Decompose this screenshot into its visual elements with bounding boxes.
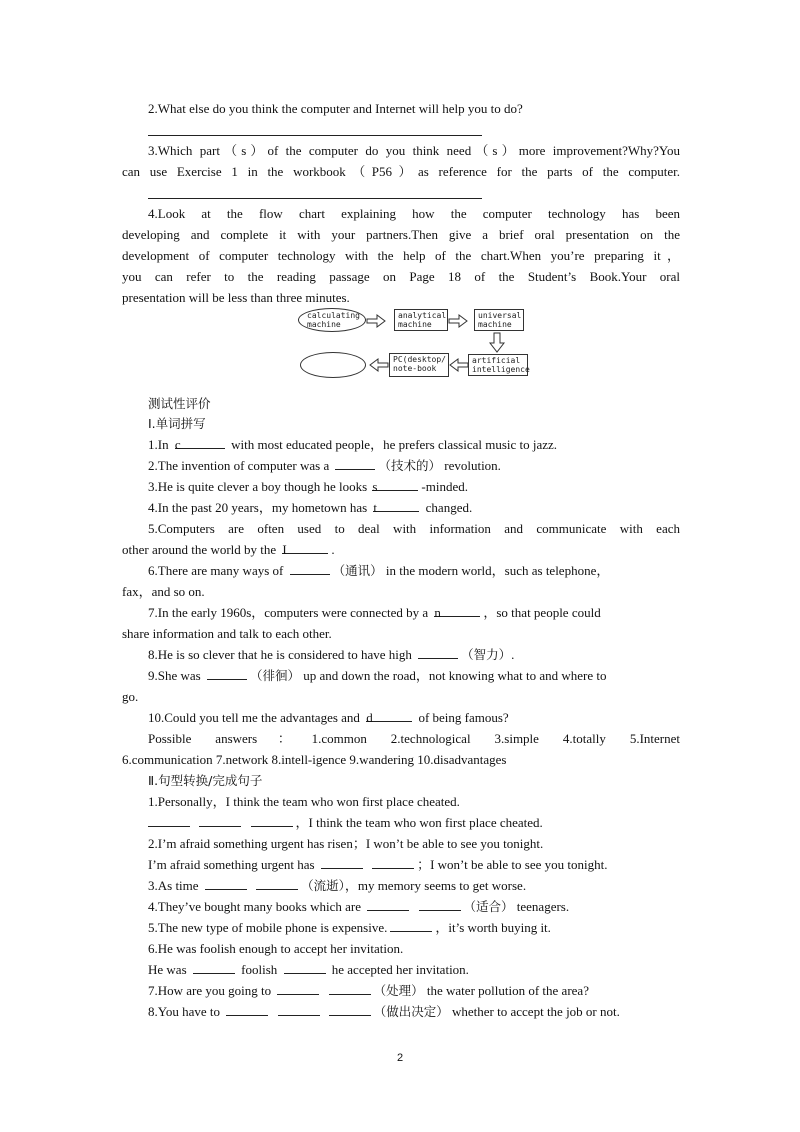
- question-4-line-1: 4.Look at the flow chart explaining how the computer technology has been: [148, 206, 680, 221]
- page-number: 2: [396, 1052, 404, 1064]
- spelling-item-6-line-2: fax，and so on.: [122, 584, 205, 599]
- sentence-3: 3.As time （流逝），my memory seems to get worse.: [148, 875, 680, 896]
- spelling-item-2: 2.The invention of computer was a （技术的） revolution.: [148, 455, 680, 476]
- answer-blank[interactable]: [277, 980, 319, 995]
- spelling-item-10: 10.Could you tell me the advantages and d of being famous?: [148, 707, 680, 728]
- part-2-title: Ⅱ.句型转换/完成句子: [148, 773, 263, 788]
- spelling-item-8: 8.He is so clever that he is considered to have high （智力）.: [148, 644, 680, 665]
- sentence-6: 6.He was foolish enough to accept her invitation.: [148, 941, 404, 956]
- answer-blank[interactable]: s: [372, 476, 418, 491]
- arrow-left-icon: [370, 359, 388, 371]
- answer-line: [148, 198, 482, 199]
- possible-answers-line-2: 6.communication 7.network 8.intell-igence 9.wandering 10.disadvantages: [122, 752, 507, 767]
- question-4-line-3: development of computer technology with the help of the chart.When you’re preparing it，: [122, 248, 680, 263]
- answer-blank[interactable]: [199, 812, 241, 827]
- blank-oval: [300, 352, 366, 378]
- question-3-line-1: 3.Which part（s）of the computer do you think need（s）more improvement?Why?You: [148, 143, 680, 158]
- spelling-item-5-line-2: other around the world by the I .: [122, 539, 680, 560]
- part-1-title: Ⅰ.单词拼写: [148, 416, 206, 431]
- spelling-item-1: 1.In c with most educated people，he prefers classical music to jazz.: [148, 434, 680, 455]
- arrow-down-icon: [490, 333, 504, 352]
- answer-blank[interactable]: [329, 1001, 371, 1016]
- answer-blank[interactable]: [226, 1001, 268, 1016]
- arrow-right-icon: [449, 315, 467, 327]
- answer-blank[interactable]: [367, 896, 409, 911]
- answer-blank[interactable]: t: [373, 497, 419, 512]
- universal-machine-box: universal machine: [474, 309, 524, 331]
- answer-blank[interactable]: d: [366, 707, 412, 722]
- sentence-2-rewrite: I’m afraid something urgent has ；I won’t be able to see you tonight.: [148, 854, 680, 875]
- arrow-right-icon: [367, 315, 385, 327]
- possible-answers-line-1: Possible answers：1.common 2.technological 3.simple 4.totally 5.Internet: [148, 731, 680, 746]
- question-4-line-5: presentation will be less than three minutes.: [122, 290, 350, 305]
- sentence-2: 2.I’m afraid something urgent has risen；I won’t be able to see you tonight.: [148, 836, 544, 851]
- answer-blank[interactable]: [390, 917, 432, 932]
- spelling-item-3: 3.He is quite clever a boy though he looks s -minded.: [148, 476, 680, 497]
- pc-desktop-notebook-box: PC(desktop/ note-book: [389, 353, 449, 377]
- answer-blank[interactable]: [372, 854, 414, 869]
- spelling-item-4: 4.In the past 20 years，my hometown has t changed.: [148, 497, 680, 518]
- analytical-machine-box: analytical machine: [394, 309, 448, 331]
- spelling-item-7-line-2: share information and talk to each other.: [122, 626, 332, 641]
- answer-blank[interactable]: [329, 980, 371, 995]
- answer-blank[interactable]: [251, 812, 293, 827]
- question-4-line-4: you can refer to the reading passage on Page 18 of the Student’s Book.Your oral: [122, 269, 680, 284]
- sentence-7: 7.How are you going to （处理） the water pollution of the area?: [148, 980, 680, 1001]
- sentence-1: 1.Personally，I think the team who won first place cheated.: [148, 794, 460, 809]
- answer-blank[interactable]: [148, 812, 190, 827]
- answer-line: [148, 135, 482, 136]
- spelling-item-9-line-2: go.: [122, 689, 139, 704]
- sentence-5: 5.The new type of mobile phone is expensive. ，it’s worth buying it.: [148, 917, 680, 938]
- spelling-item-6: 6.There are many ways of （通讯） in the modern world，such as telephone，: [148, 560, 680, 581]
- answer-blank[interactable]: [256, 875, 298, 890]
- answer-blank[interactable]: [193, 959, 235, 974]
- answer-blank[interactable]: [419, 896, 461, 911]
- answer-blank[interactable]: [205, 875, 247, 890]
- answer-blank[interactable]: [290, 560, 330, 575]
- question-3-line-2: can use Exercise 1 in the workbook（P56）as reference for the parts of the computer.: [122, 164, 680, 179]
- sentence-4: 4.They’ve bought many books which are （适合） teenagers.: [148, 896, 680, 917]
- answer-blank[interactable]: [207, 665, 247, 680]
- answer-blank[interactable]: n: [434, 602, 480, 617]
- sentence-8: 8.You have to （做出决定） whether to accept the job or not.: [148, 1001, 680, 1022]
- answer-blank[interactable]: [418, 644, 458, 659]
- spelling-item-7: 7.In the early 1960s，computers were connected by a n ，so that people could: [148, 602, 680, 623]
- answer-blank[interactable]: c: [175, 434, 225, 449]
- answer-blank[interactable]: [335, 455, 375, 470]
- answer-blank[interactable]: [321, 854, 363, 869]
- computer-technology-flow-chart: [296, 306, 532, 380]
- artificial-intelligence-box: artificial intelligence: [468, 354, 528, 376]
- question-4-line-2: developing and complete it with your partners.Then give a brief oral presentation on the: [122, 227, 680, 242]
- section-title: 测试性评价: [148, 396, 211, 411]
- answer-blank[interactable]: I: [282, 539, 328, 554]
- answer-blank[interactable]: [278, 1001, 320, 1016]
- sentence-1-rewrite: ，I think the team who won first place cheated.: [148, 812, 680, 833]
- spelling-item-5-line-1: 5.Computers are often used to deal with information and communicate with each: [148, 521, 680, 536]
- calculating-machine-oval: calculating machine: [298, 308, 366, 332]
- question-2: 2.What else do you think the computer and Internet will help you to do?: [148, 101, 523, 116]
- answer-blank[interactable]: [284, 959, 326, 974]
- arrow-left-icon: [450, 359, 468, 371]
- spelling-item-9: 9.She was （徘徊） up and down the road，not knowing what to and where to: [148, 665, 680, 686]
- sentence-6-rewrite: He was foolish he accepted her invitation.: [148, 959, 680, 980]
